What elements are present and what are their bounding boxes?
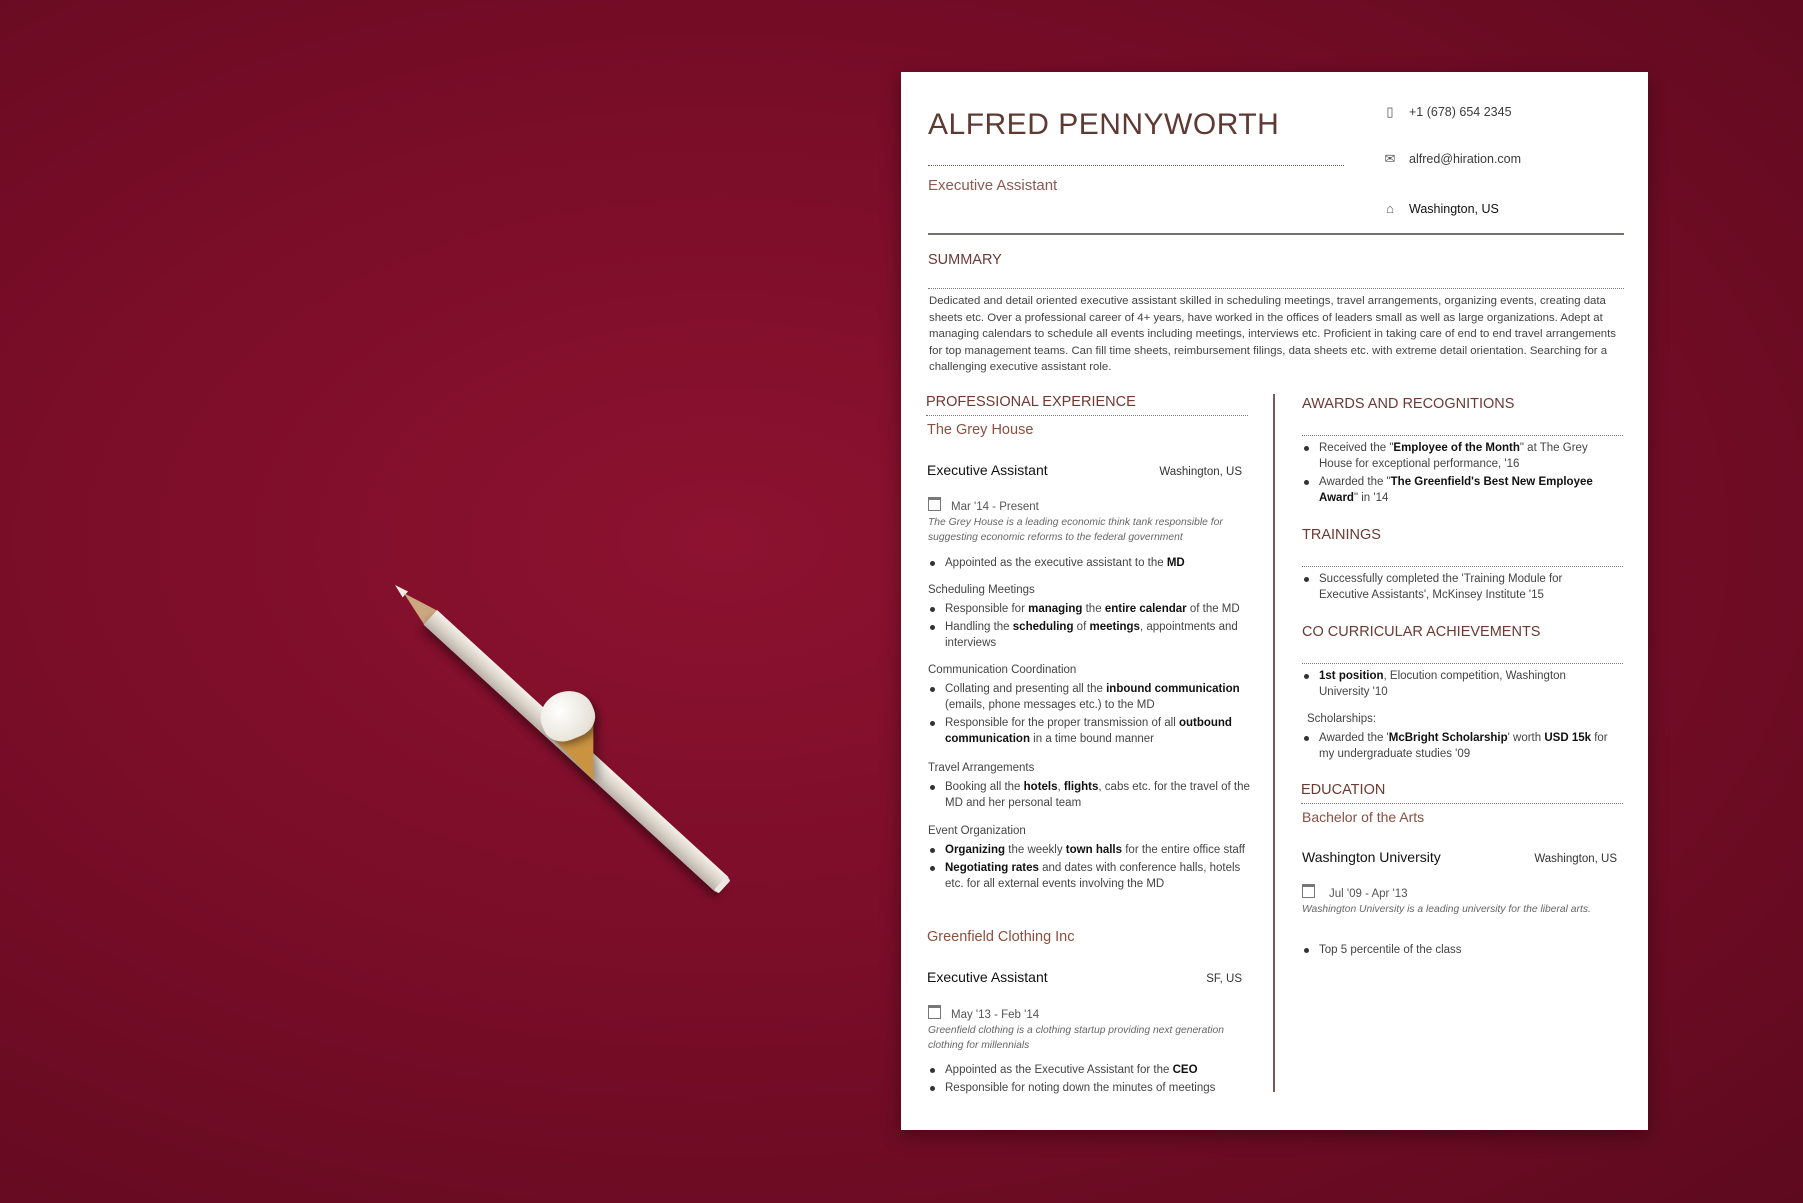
education-location: Washington, US (1534, 853, 1617, 865)
contact-email (1383, 151, 1521, 167)
job1-subheading-communication: Communication Coordination (928, 664, 1077, 676)
job1-subheading-travel: Travel Arrangements (928, 762, 1035, 774)
email-text: alfred@hiration.com (1409, 152, 1522, 166)
header-divider (928, 233, 1624, 235)
job1-bullets-scheduling (928, 601, 1250, 653)
summary-divider (928, 288, 1624, 289)
education-list (1302, 942, 1602, 960)
envelope-icon: ✉ (1384, 151, 1396, 166)
resume-name: ALFRED PENNYWORTH (928, 108, 1280, 141)
name-divider (928, 165, 1344, 166)
cocurricular-list (1302, 668, 1602, 702)
trainings-divider (1302, 566, 1623, 567)
trainings-list (1302, 571, 1602, 605)
list-item: Responsible for managing the entire calendar of the MD (928, 601, 1250, 617)
job2-dates: May '13 - Feb '14 (928, 1005, 1039, 1021)
education-heading: EDUCATION (1301, 782, 1386, 798)
scholarships-label: Scholarships: (1307, 713, 1377, 725)
summary-text: Dedicated and detail oriented executive assistant skilled in scheduling meetings, travel arrangements, organizing events, creating data sheets etc. Over a professional career of 4+ years, have worked in the offices of leaders small as well as large organizations. Adept at managing calendars to schedule all events including meetings, interviews etc. Proficient in taking care of end to end travel arrangements for top management teams. Can fill time sheets, reimbursement filings, data sheets etc. with extreme detail orientation. Searching for a challenging executive assistant role. (929, 295, 1616, 373)
awards-heading: AWARDS AND RECOGNITIONS (1302, 396, 1515, 412)
list-item: Successfully completed the 'Training Module for Executive Assistants', McKinsey Institute '15 (1302, 571, 1602, 603)
education-school: Washington University (1302, 849, 1441, 865)
experience-heading: PROFESSIONAL EXPERIENCE (926, 394, 1136, 410)
list-item: Responsible for noting down the minutes of meetings (928, 1080, 1268, 1096)
calendar-icon (928, 1005, 941, 1019)
cocurricular-heading: CO CURRICULAR ACHIEVEMENTS (1302, 624, 1541, 640)
education-description: Washington University is a leading university for the liberal arts. (1302, 904, 1591, 915)
list-item: Responsible for the proper transmission of all outbound communication in a time bound manner (928, 715, 1250, 747)
phone-icon: ▯ (1386, 104, 1394, 119)
list-item: Appointed as the executive assistant to the MD (928, 555, 1250, 571)
job1-bullets-intro (928, 555, 1250, 573)
list-item: Collating and presenting all the inbound communication (emails, phone messages etc.) to the MD (928, 681, 1250, 713)
phone-text: +1 (678) 654 2345 (1409, 105, 1512, 119)
list-item: 1st position, Elocution competition, Washington University '10 (1302, 668, 1602, 700)
home-icon: ⌂ (1386, 201, 1394, 216)
list-item: Negotiating rates and dates with conference halls, hotels etc. for all external events involving the MD (928, 860, 1250, 892)
list-item: Booking all the hotels, flights, cabs etc. for the travel of the MD and her personal team (928, 779, 1250, 811)
contact-location (1383, 201, 1499, 216)
job2-bullets (928, 1062, 1268, 1098)
education-degree: Bachelor of the Arts (1302, 809, 1425, 825)
location-text: Washington, US (1409, 202, 1499, 216)
job2-title: Executive Assistant (927, 969, 1048, 985)
cocurricular-divider (1302, 663, 1623, 664)
column-divider (1273, 394, 1275, 1092)
resume-page (901, 72, 1648, 1130)
list-item: Awarded the 'McBright Scholarship' worth USD 15k for my undergraduate studies '09 (1302, 730, 1612, 762)
education-dates: Jul '09 - Apr '13 (1302, 884, 1408, 900)
scholarships-list (1302, 730, 1612, 764)
calendar-icon (928, 497, 941, 511)
job1-bullets-travel (928, 779, 1250, 813)
awards-divider (1302, 435, 1623, 436)
ice-cream-eraser-prop (530, 682, 619, 788)
job1-location: Washington, US (1159, 466, 1242, 478)
list-item: Organizing the weekly town halls for the entire office staff (928, 842, 1250, 858)
job2-company: Greenfield Clothing Inc (927, 929, 1075, 945)
resume-role: Executive Assistant (928, 177, 1058, 194)
job1-bullets-events (928, 842, 1250, 894)
list-item: Awarded the "The Greenfield's Best New Employee Award" in '14 (1302, 474, 1602, 506)
contact-phone (1383, 104, 1512, 120)
job1-subheading-events: Event Organization (928, 825, 1026, 837)
list-item: Received the "Employee of the Month" at The Grey House for exceptional performance, '16 (1302, 440, 1602, 472)
trainings-heading: TRAININGS (1302, 527, 1381, 543)
list-item: Handling the scheduling of meetings, appointments and interviews (928, 619, 1250, 651)
experience-divider (926, 415, 1248, 416)
awards-list (1302, 440, 1602, 508)
job1-description: The Grey House is a leading economic think tank responsible for suggesting economic reforms to the federal government (928, 517, 1223, 543)
list-item: Top 5 percentile of the class (1302, 942, 1602, 958)
job1-dates: Mar '14 - Present (928, 497, 1039, 513)
calendar-icon (1302, 884, 1315, 898)
list-item: Appointed as the Executive Assistant for the CEO (928, 1062, 1268, 1078)
summary-heading: SUMMARY (928, 252, 1002, 268)
job1-subheading-scheduling: Scheduling Meetings (928, 584, 1035, 596)
education-divider (1301, 803, 1623, 804)
job2-description: Greenfield clothing is a clothing startup providing next generation clothing for millennials (928, 1025, 1224, 1051)
job2-location: SF, US (1206, 973, 1242, 985)
job1-company: The Grey House (927, 422, 1034, 438)
job1-bullets-communication (928, 681, 1250, 749)
job1-title: Executive Assistant (927, 462, 1048, 478)
